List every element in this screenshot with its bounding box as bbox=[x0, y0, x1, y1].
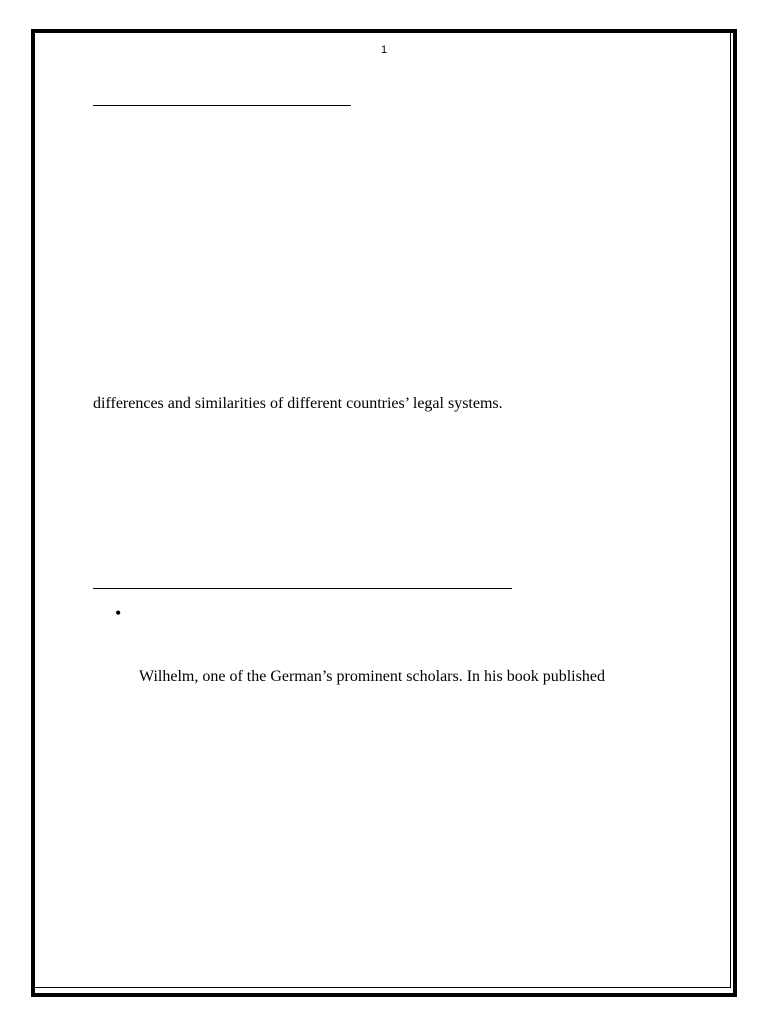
page-border bbox=[31, 29, 737, 997]
page-border-inner-right bbox=[730, 33, 731, 988]
heading-underline-rule bbox=[93, 105, 351, 106]
page-number: 1 bbox=[380, 44, 388, 56]
bullet-point: • bbox=[115, 603, 122, 623]
body-text-line: differences and similarities of different countries’ legal systems. bbox=[93, 395, 503, 412]
section-underline-rule bbox=[93, 588, 512, 589]
body-text-line: Wilhelm, one of the German’s prominent scholars. In his book published bbox=[139, 668, 605, 685]
page-border-inner-bottom bbox=[35, 987, 731, 988]
